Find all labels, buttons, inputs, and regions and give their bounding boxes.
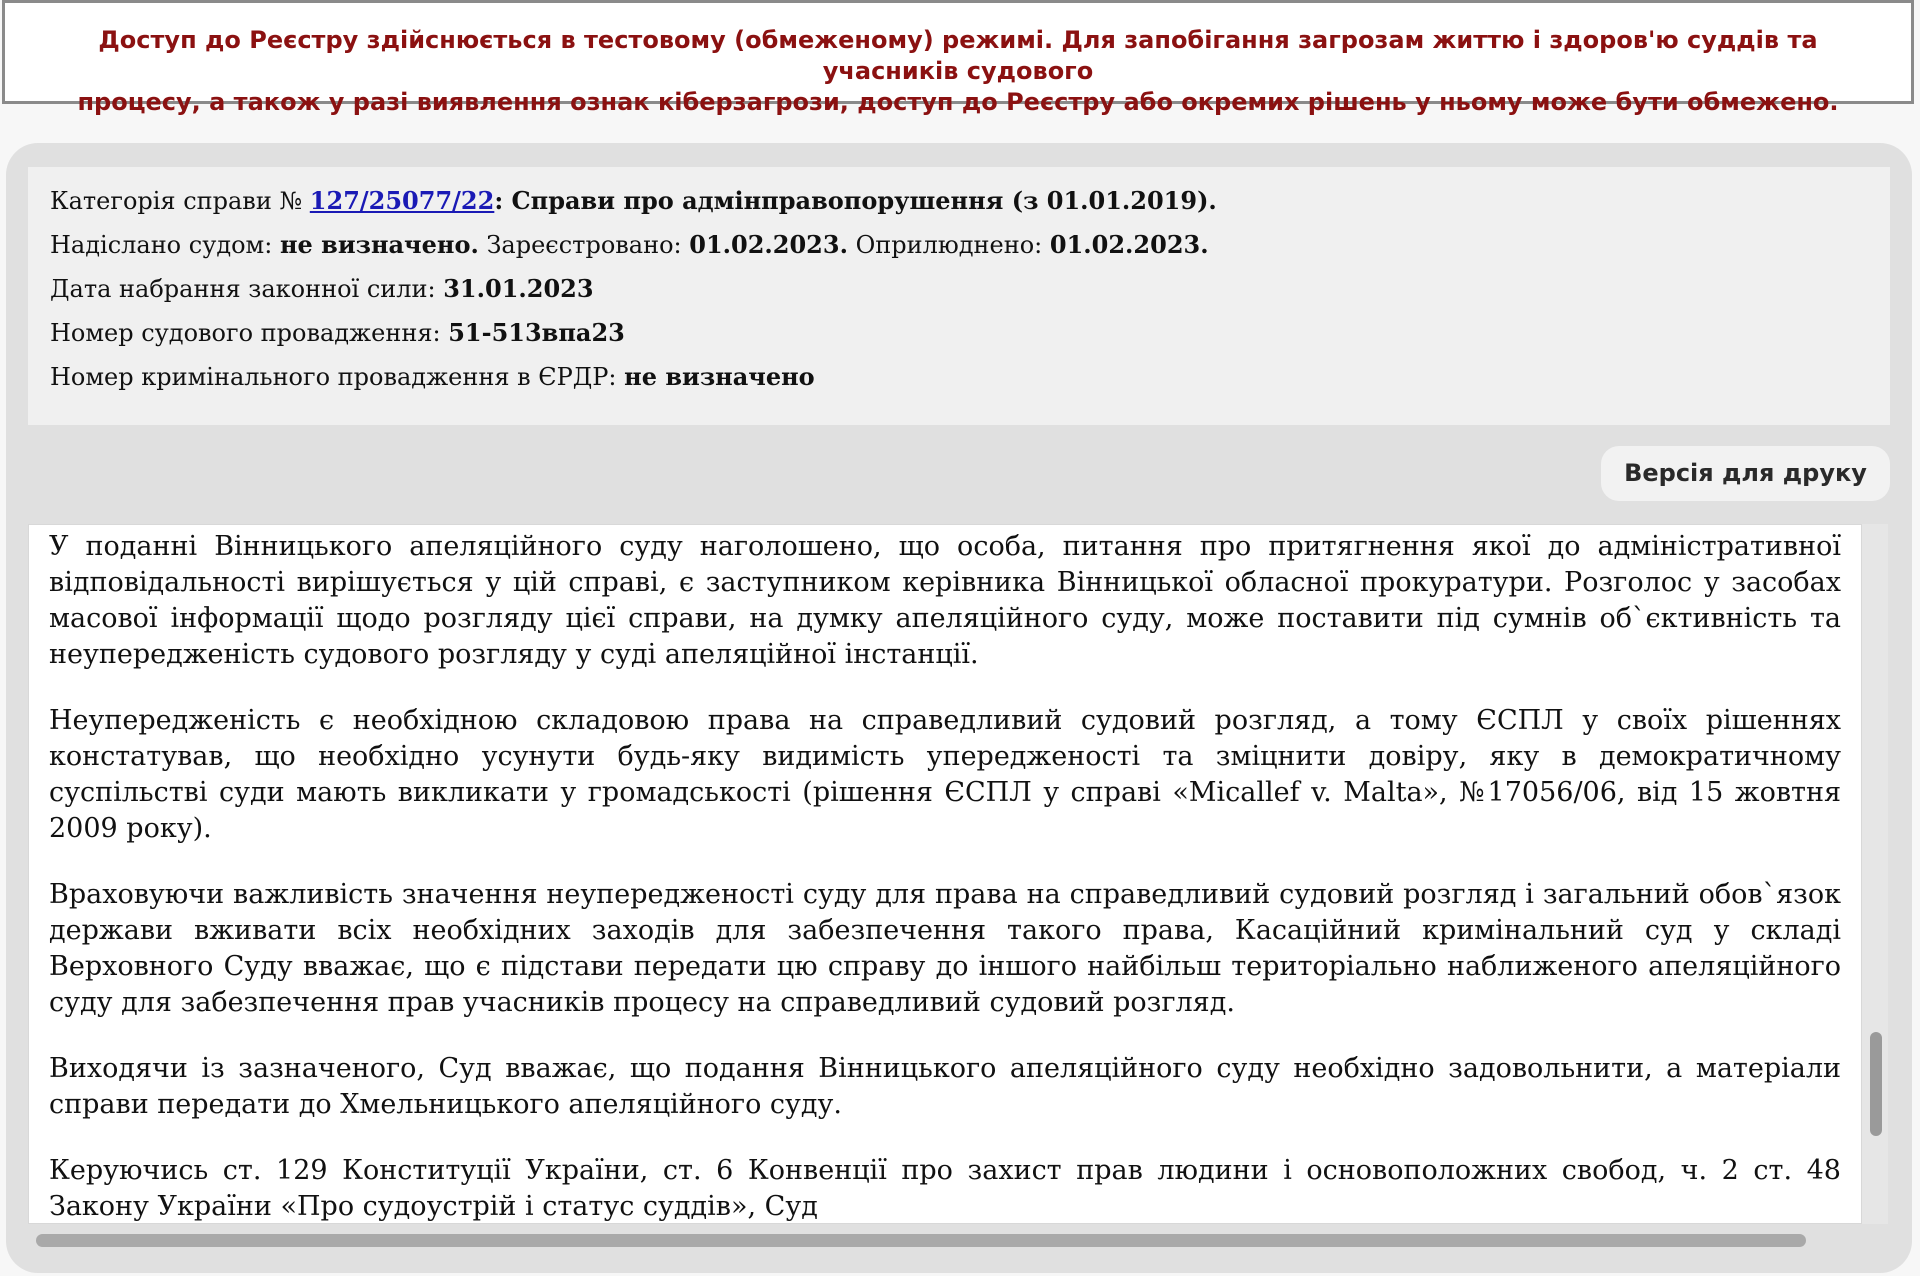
sent-label: Надіслано судом: <box>50 231 273 259</box>
decision-paragraph: У поданні Вінницького апеляційного суду наголошено, що особа, питання про притягнення якої до адміністративної відповідальності вирішується у цій справі, є заступником керівника Вінницької обласної прокуратури. Розголос у засобах масової інформації щодо розгляду цієї справи, на думку апеляційного суду, може поставити під сумнів об`єктивність та неупередженість судового розгляду у суді апеляційної інстанції. <box>49 531 1841 670</box>
category-value: : Справи про адмінправопорушення (з 01.01.2019). <box>494 186 1217 215</box>
published-value: 01.02.2023. <box>1049 230 1209 259</box>
print-version-button[interactable]: Версія для друку <box>1601 446 1890 501</box>
published-label: Оприлюднено: <box>855 231 1043 259</box>
effective-label: Дата набрання законної сили: <box>50 275 436 303</box>
decision-text <box>49 529 1841 1224</box>
decision-paragraph: Враховуючи важливість значення неупередженості суду для права на справедливий судовий розгляд і загальний обов`язок держави вживати всіх необхідних заходів для забезпечення такого права, Касаційний кримінальний суд у складі Верховного Суду вважає, що є підстави передати цю справу до іншого найбільш територіально наближеного апеляційного суду для забезпечення прав учасників процесу на справедливий судовий розгляд. <box>49 879 1841 1018</box>
proceeding-label: Номер судового провадження: <box>50 319 441 347</box>
effective-value: 31.01.2023 <box>443 274 594 303</box>
access-notice-banner <box>2 0 1914 116</box>
case-category-line <box>50 179 1890 223</box>
erdr-value: не визначено <box>624 362 815 391</box>
notice-line-1: Доступ до Реєстру здійснюється в тестовому (обмеженому) режимі. Для запобігання загрозам життю і здоров'ю суддів та учасників судового <box>98 26 1818 85</box>
decision-paragraph: Виходячи із зазначеного, Суд вважає, що подання Вінницького апеляційного суду необхідно задовольнити, а матеріали справи передати до Хмельницького апеляційного суду. <box>49 1053 1841 1120</box>
proceeding-value: 51-513впа23 <box>448 318 625 347</box>
registered-label: Зареєстровано: <box>486 231 682 259</box>
decision-paragraph: Керуючись ст. 129 Конституції України, ст. 6 Конвенції про захист прав людини і основоположних свобод, ч. 2 ст. 48 Закону України «Про судоустрій і статус суддів», Суд <box>49 1155 1841 1222</box>
proceeding-number-line <box>50 311 1890 355</box>
erdr-label: Номер кримінального провадження в ЄРДР: <box>50 363 617 391</box>
sent-value: не визначено. <box>279 230 479 259</box>
decision-paragraph: Неупередженість є необхідною складовою права на справедливий судовий розгляд, а тому ЄСПЛ у своїх рішеннях констатував, що необхідно усунути будь-яку видимість упередженості та зміцнити довіру, яку в демократичному суспільстві суди мають викликати у громадськості (рішення ЄСПЛ у справі «Micallef v. Malta», №17056/06, від 15 жовтня 2009 року). <box>49 705 1841 844</box>
court-dates-line <box>50 223 1890 267</box>
effective-date-line <box>50 267 1890 311</box>
case-number-link[interactable]: 127/25077/22 <box>309 186 495 215</box>
notice-line-2: процесу, а також у разі виявлення ознак кіберзагрози, доступ до Реєстру або окремих рішень у ньому може бути обмежено. <box>77 88 1839 116</box>
category-label: Категорія справи № <box>50 187 303 215</box>
horizontal-scrollbar-thumb[interactable] <box>36 1234 1806 1247</box>
vertical-scrollbar-thumb[interactable] <box>1870 1032 1882 1136</box>
registered-value: 01.02.2023. <box>689 230 848 259</box>
erdr-number-line <box>50 355 1890 399</box>
case-metadata-panel <box>28 167 1890 425</box>
decision-text-viewer[interactable] <box>28 524 1862 1224</box>
